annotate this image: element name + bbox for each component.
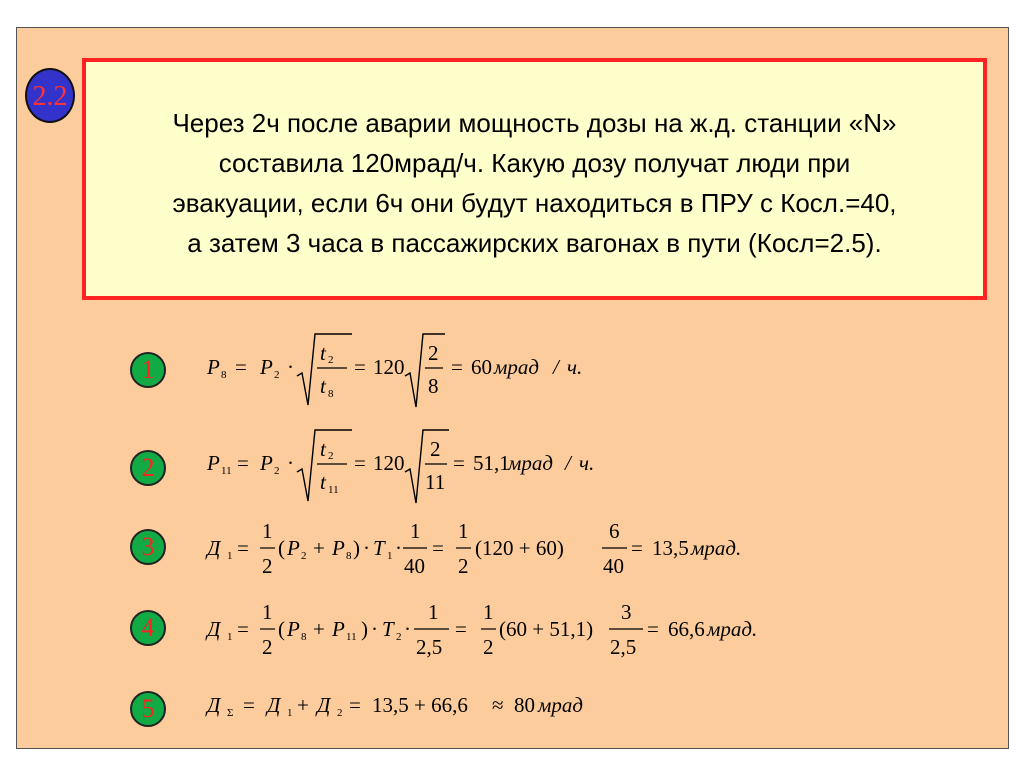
equals-sign: =: [243, 693, 255, 717]
radical-sign: [405, 334, 445, 407]
formula-number: 2,5: [610, 635, 637, 659]
formula-result: 80: [514, 693, 535, 717]
equals-sign: =: [237, 536, 249, 560]
formula-number: 2: [262, 635, 273, 659]
approx-sign: ≈: [492, 693, 504, 717]
formula-values: 13,5 + 66,6: [372, 693, 468, 717]
formula-symbol: T: [373, 536, 385, 560]
formula-unit: мрад.: [707, 617, 758, 641]
formula-unit: ч.: [567, 355, 583, 379]
formula-number: 120: [373, 355, 405, 379]
formula-result: 66,6: [668, 617, 705, 641]
formula-symbol: t: [320, 437, 326, 461]
formula-symbol: P: [207, 355, 220, 379]
formula-number: 6: [609, 519, 620, 543]
equals-sign: =: [647, 617, 659, 641]
formula-subscript: 8: [346, 550, 352, 562]
formula-number: 1: [483, 600, 494, 624]
formula-4: [207, 593, 827, 665]
formula-symbol: t: [320, 470, 326, 494]
formula-number: 120: [373, 451, 405, 475]
formula-symbol: Д: [207, 693, 221, 717]
formula-subscript: 11: [221, 465, 232, 477]
formula-number: 2: [428, 341, 439, 365]
formula-number: 8: [428, 374, 439, 398]
formula-subscript: Σ: [227, 707, 234, 719]
formula-symbol: Д: [267, 693, 281, 717]
formula-subscript: 2: [274, 369, 280, 381]
plus-sign: +: [313, 617, 325, 641]
formula-1: [207, 330, 827, 402]
formula-subscript: 11: [328, 484, 339, 496]
formula-subscript: 11: [346, 631, 357, 643]
formula-unit: мрад: [508, 451, 554, 475]
step-marker-4: 4: [130, 610, 166, 646]
formula-subscript: 2: [396, 631, 402, 643]
dot-operator: ·: [363, 536, 370, 560]
equals-sign: =: [455, 617, 467, 641]
formula-unit: ч.: [579, 451, 595, 475]
problem-statement: Через 2ч после аварии мощность дозы на ж.д. станции «N» составила 120мрад/ч. Какую дозу получат люди при эвакуации, если 6ч они будут находиться в ПРУ с Косл.=40, а затем 3 часа в пассажирских вагонах в пути (Косл=2.5).: [172, 108, 897, 258]
equals-sign: =: [451, 355, 463, 379]
formula-3: [207, 512, 827, 584]
formula-unit: мрад: [494, 355, 540, 379]
step-marker-1: 1: [130, 352, 166, 388]
equals-sign: =: [432, 536, 444, 560]
equals-sign: =: [237, 451, 249, 475]
formula-symbol: t: [320, 341, 326, 365]
formula-result: 51,1: [473, 451, 510, 475]
equals-sign: =: [354, 451, 366, 475]
formula-symbol: P: [260, 451, 273, 475]
formula-subscript: 2: [274, 465, 280, 477]
formula-subscript: 8: [328, 388, 334, 400]
formula-values: (60 + 51,1): [499, 617, 594, 641]
formula-number: 2: [483, 635, 494, 659]
plus-sign: +: [313, 536, 325, 560]
dot-operator: ·: [287, 355, 294, 379]
formula-number: 1: [458, 519, 469, 543]
formula-2: [207, 426, 827, 498]
equals-sign: =: [237, 617, 249, 641]
formula-symbol: P: [260, 355, 273, 379]
formula-operator: /: [565, 451, 571, 475]
formula-result: 13,5: [652, 536, 689, 560]
problem-number: 2.2: [32, 81, 68, 112]
formula-values: (120 + 60): [475, 536, 564, 560]
formula-number: 3: [621, 600, 632, 624]
formula-number: 11: [425, 470, 446, 494]
equals-sign: =: [354, 355, 366, 379]
formula-number: 2: [262, 554, 273, 578]
dot-operator: ·: [287, 451, 294, 475]
formula-number: 2: [458, 554, 469, 578]
formula-number: 1: [262, 600, 273, 624]
step-marker-3: 3: [130, 529, 166, 565]
formula-symbol: P: [207, 451, 220, 475]
formula-result: 60: [471, 355, 492, 379]
formula-operator: (: [278, 617, 285, 641]
formula-symbol: Д: [207, 617, 221, 641]
formula-symbol: P: [287, 536, 300, 560]
formula-number: 2,5: [416, 635, 443, 659]
formula-operator: ): [361, 617, 368, 641]
dot-operator: ·: [404, 617, 411, 641]
formula-subscript: 1: [227, 631, 233, 643]
equals-sign: =: [235, 355, 247, 379]
step-marker-2: 2: [130, 450, 166, 486]
formula-symbol: Д: [207, 536, 221, 560]
formula-subscript: 8: [301, 631, 307, 643]
formula-operator: /: [553, 355, 559, 379]
formula-unit: мрад.: [691, 536, 742, 560]
formula-operator: ): [353, 536, 360, 560]
formula-symbol: Д: [317, 693, 331, 717]
formula-subscript: 2: [301, 550, 307, 562]
formula-unit: мрад: [538, 693, 584, 717]
formula-number: 1: [428, 600, 439, 624]
equals-sign: =: [453, 451, 465, 475]
formula-symbol: P: [287, 617, 300, 641]
plus-sign: +: [297, 693, 309, 717]
formula-operator: (: [278, 536, 285, 560]
formula-number: 1: [410, 519, 421, 543]
formula-number: 2: [430, 437, 441, 461]
formula-subscript: 2: [337, 707, 343, 719]
formula-symbol: P: [332, 536, 345, 560]
formula-subscript: 1: [387, 550, 393, 562]
formula-number: 40: [603, 554, 624, 578]
formula-symbol: t: [320, 374, 326, 398]
equals-sign: =: [349, 693, 361, 717]
formula-subscript: 1: [227, 550, 233, 562]
formula-subscript: 1: [287, 707, 293, 719]
step-marker-5: 5: [130, 691, 166, 727]
formula-5: [207, 676, 827, 748]
formula-symbol: P: [332, 617, 345, 641]
problem-statement-box: [82, 58, 987, 300]
formula-symbol: T: [382, 617, 394, 641]
formula-subscript: 2: [328, 450, 334, 462]
problem-number-badge: [25, 68, 75, 123]
dot-operator: ·: [371, 617, 378, 641]
dot-operator: ·: [395, 536, 402, 560]
formula-subscript: 8: [221, 369, 227, 381]
equals-sign: =: [631, 536, 643, 560]
formula-number: 40: [404, 554, 425, 578]
formula-number: 1: [262, 519, 273, 543]
formula-subscript: 2: [328, 354, 334, 366]
